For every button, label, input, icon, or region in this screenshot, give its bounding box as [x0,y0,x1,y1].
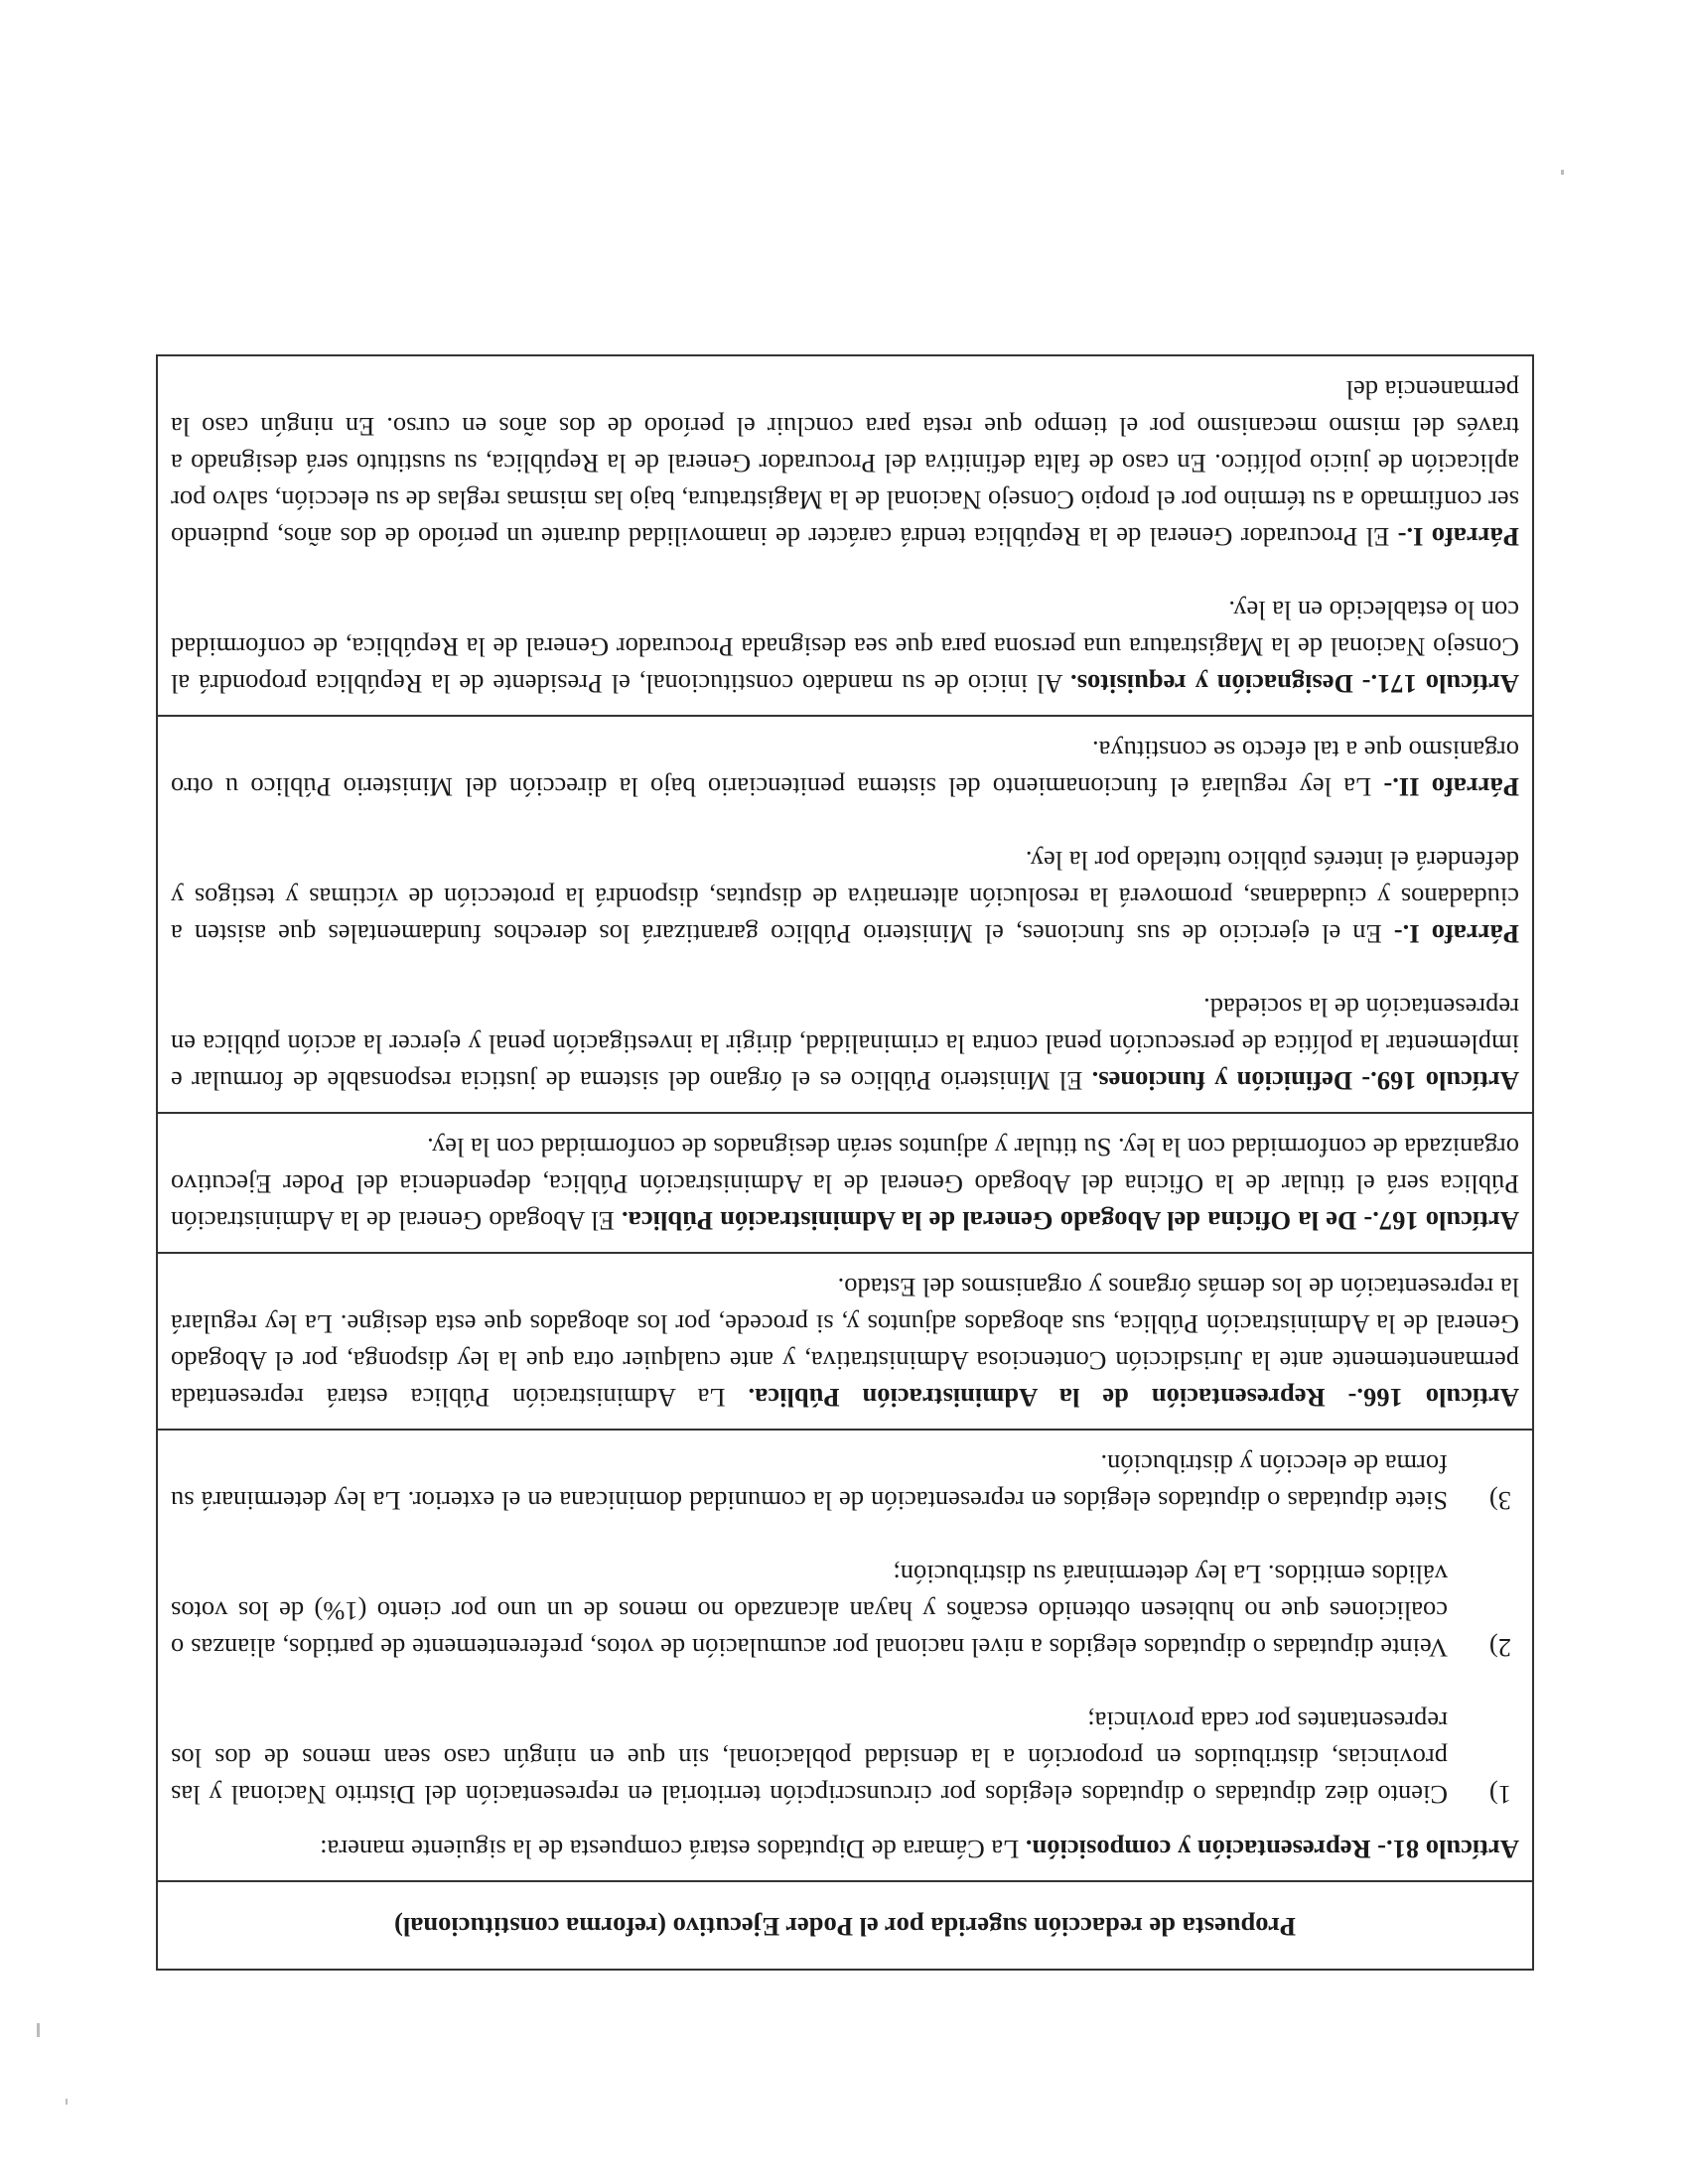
article-167-row [157,1113,1533,1253]
scan-speck [1561,170,1564,175]
article-171-row [157,355,1533,716]
paragraph-text: En el ejercicio de sus funciones, el Ministerio Público garantizará los derechos fundamentales que asisten a ciudadanos y ciudadanas, promoverá la resolución alternativa de disputas, dispondrá la protección de víctimas y testigos y defenderá el interés público tutelado por la ley. [170,846,1519,949]
article-title: Artículo 171.- Designación y requisitos. [1070,669,1519,699]
proposal-table [156,354,1534,1971]
scan-speck [66,2099,68,2105]
paragraph-text: El Procurador General de la República tendrá carácter de inamovilidad durante un período de dos años, pudiendo ser confirmado a su término por el propio Consejo Nacional de la Magistratura, bajo las mismas reglas de su elección, salvo por aplicación de juicio político. En caso de falta definitiva del Procurador General de la República, su sustituto será designado a través del mismo mecanismo por el tiempo que resta para concluir el período de dos años en curso. En ningún caso la permanencia del [171,375,1519,552]
item-number: 3) [1488,1486,1511,1516]
paragraph [171,842,1519,952]
article-text: La Administración Pública estará representada permanentemente ante la Jurisdicción Contenciosa Administrativa, y ante cualquier otra que la ley disponga, por el Abogado General de la Administración Pública, sus abogados adjuntos y, si procede, por los abogados que esta designe. La ley regulará la representación de los demás órganos y organismos del Estado. [170,1273,1519,1413]
item-text: Siete diputadas o diputados elegidos en representación de la comunidad dominicana en el exterior. La ley determinará su forma de elección y distribución. [171,1449,1448,1516]
article-166-cell [157,1253,1533,1430]
article-text: El Abogado General de la Administración Pública será el titular de la Oficina del Abogado General de la Administración Pública, dependencia del Poder Ejecutivo organizada de conformidad con la ley. Su titular y adjuntos serán designados de conformidad con la ley. [170,1133,1519,1236]
article-169-row [157,716,1533,1113]
header-row [157,1881,1533,1970]
article-81-cell [157,1430,1533,1881]
list-item [171,1703,1519,1813]
list-item [171,1445,1519,1519]
article-81-row [157,1430,1533,1881]
article-text: La Cámara de Diputados estará compuesta de la siguiente manera: [320,1835,1020,1864]
numbered-list [171,1445,1519,1813]
paragraph [171,371,1519,555]
article-title: Artículo 167.- De la Oficina del Abogado General de la Administración Pública. [622,1206,1519,1236]
paragraph-label: Párrafo II.- [1383,772,1519,802]
article-title: Artículo 166.- Representación de la Administración Pública. [748,1383,1519,1413]
item-number: 2) [1488,1633,1511,1663]
paragraph-label: Párrafo I.- [1393,919,1519,949]
article-171-cell [157,355,1533,716]
article-169-cell [157,716,1533,1113]
scan-speck [37,2023,40,2037]
article-166-row [157,1253,1533,1430]
article-81-intro [171,1831,1519,1867]
article-text: Al inicio de su mandato constitucional, el Presidente de la República propondrá al Consejo Nacional de la Magistratura una persona para que sea designada Procurador General de la República, de conformidad con lo establecido en la ley. [171,596,1519,699]
article-title: Artículo 81.- Representación y composición. [1025,1835,1519,1864]
article-title: Artículo 169.- Definición y funciones. [1091,1066,1519,1096]
item-number: 1) [1488,1780,1511,1810]
table-header: Propuesta de redacción sugerida por el Poder Ejecutivo (reforma constitucional) [157,1881,1533,1970]
paragraph-label: Párrafo I.- [1397,522,1519,552]
paragraph [171,732,1519,805]
paragraph-text: La ley regulará el funcionamiento del sistema penitenciario bajo la dirección del Ministerio Público u otro organismo que a tal efecto se constituya. [171,736,1519,802]
article-167-cell [157,1113,1533,1253]
list-item [171,1556,1519,1666]
item-text: Veinte diputadas o diputados elegidos a nivel nacional por acumulación de votos, preferentemente de partidos, alianzas o coaliciones que no hubiesen obtenido escaños y hayan alcanzado no menos de un uno por ciento (1%) de los votos válidos emitidos. La ley determinará su distribución; [171,1560,1448,1663]
article-text: El Ministerio Público es el órgano del sistema de justicia responsable de formular e implementar la política de persecución penal contra la criminalidad, dirigir la investigación penal y ejercer la acción pública en representación de la sociedad. [170,993,1519,1096]
item-text: Ciento diez diputadas o diputados elegidos por circunscripción territorial en representación del Distrito Nacional y las provincias, distribuidos en proporción a la densidad poblacional, sin que en ningún caso sean menos de dos los representantes por cada provincia; [171,1706,1448,1810]
